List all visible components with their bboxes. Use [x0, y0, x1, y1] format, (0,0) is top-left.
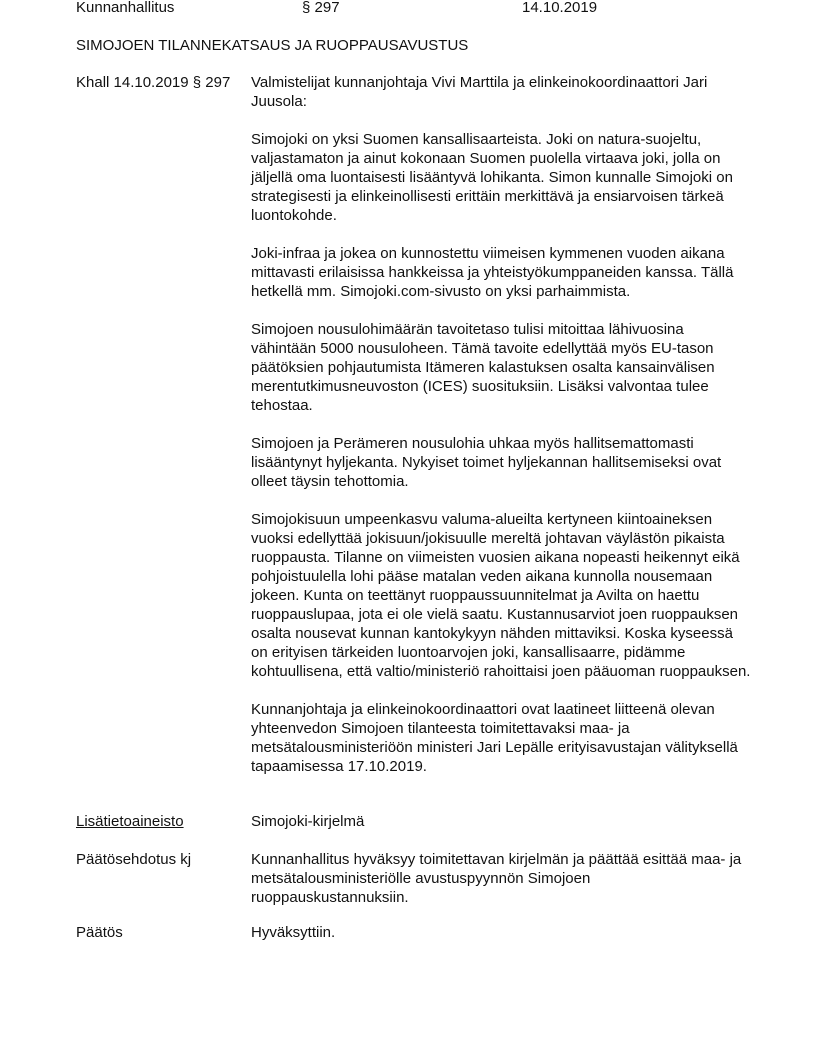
additional-info-value: Simojoki-kirjelmä: [251, 813, 365, 830]
decision-label: Päätös: [76, 924, 123, 941]
header-section: § 297: [302, 0, 340, 16]
meeting-reference: Khall 14.10.2019 § 297: [76, 74, 231, 91]
additional-info-label: Lisätietoaineisto: [76, 813, 184, 830]
decision-text: Hyväksyttiin.: [251, 924, 336, 941]
document-title: SIMOJOEN TILANNEKATSAUS JA RUOPPAUSAVUSTUS: [76, 37, 469, 54]
header-organ: Kunnanhallitus: [76, 0, 175, 16]
body-paragraph-5: Simojokisuun umpeenkasvu valuma-alueilta kertyneen kiintoaineksen vuoksi edellyttää jokisuun/jokisuulle mereltä johtavan väylästön pikaista ruoppausta. Tilanne on viimeisten vuosien aikana nopeasti heikennyt eikä pohjoistuulella lohi pääse matalan veden aikana kunnolla nousemaan jokeen. Kunta on teettänyt ruoppaussuunnitelmat ja Avilta on haettu ruoppauslupaa, jota ei ole vielä saatu. Kustannusarviot joen ruoppauksen osalta nousevat kunnan kantokykyyn nähden mittaviksi. Koska kyseessä on erityisen tärkeiden luontoarvojen joki, kansallisaarre, pidämme kohtuullisena, että valtio/ministeriö rahoittaisi joen pääuoman ruoppauksen.: [251, 511, 751, 680]
proposal-label: Päätösehdotus kj: [76, 851, 192, 868]
body-paragraph-3: Simojoen nousulohimäärän tavoitetaso tulisi mitoittaa lähivuosina vähintään 5000 nousuloheen. Tämä tavoite edellyttää myös EU-tason päätöksien pohjautumista Itämeren kalastuksen osalta kansainvälisen merentutkimusneuvoston (ICES) suosituksiin. Lisäksi valvontaa tulee tehostaa.: [251, 321, 715, 414]
document-body: [251, 73, 751, 795]
body-paragraph-2: Joki-infraa ja jokea on kunnostettu viimeisen kymmenen vuoden aikana mittavasti erilaisissa hankkeissa ja yhteistyökumppaneiden kanssa. Tällä hetkellä mm. Simojoki.com-sivusto on yksi parhaimmista.: [251, 245, 734, 300]
preparers-text: Valmistelijat kunnanjohtaja Vivi Marttila ja elinkeinokoordinaattori Jari Juusola:: [251, 74, 708, 110]
header-date: 14.10.2019: [522, 0, 598, 16]
body-paragraph-4: Simojoen ja Perämeren nousulohia uhkaa myös hallitsemattomasti lisääntynyt hyljekanta. Nykyiset toimet hyljekannan hallitsemiseksi ovat olleet täysin tehottomia.: [251, 435, 722, 490]
proposal-text: Kunnanhallitus hyväksyy toimitettavan kirjelmän ja päättää esittää maa- ja metsätalousministeriölle avustuspyynnön Simojoen ruoppauskustannuksiin.: [251, 851, 742, 906]
body-paragraph-1: Simojoki on yksi Suomen kansallisaarteista. Joki on natura-suojeltu, valjastamaton ja ainut kokonaan Suomen puolella virtaava joki, jolla on jäljellä oma luontaisesti lisääntyvä lohikanta. Simon kunnalle Simojoki on strategisesti ja elinkeinollisesti erittäin merkittävä ja ensiarvoisen tärkeä luontokohde.: [251, 131, 733, 224]
body-paragraph-6: Kunnanjohtaja ja elinkeinokoordinaattori ovat laatineet liitteenä olevan yhteenvedon Simojoen tilanteesta toimitettavaksi maa- ja metsätalousministeriöön ministeri Jari Lepälle erityisavustajan välityksellä tapaamisessa 17.10.2019.: [251, 701, 738, 775]
